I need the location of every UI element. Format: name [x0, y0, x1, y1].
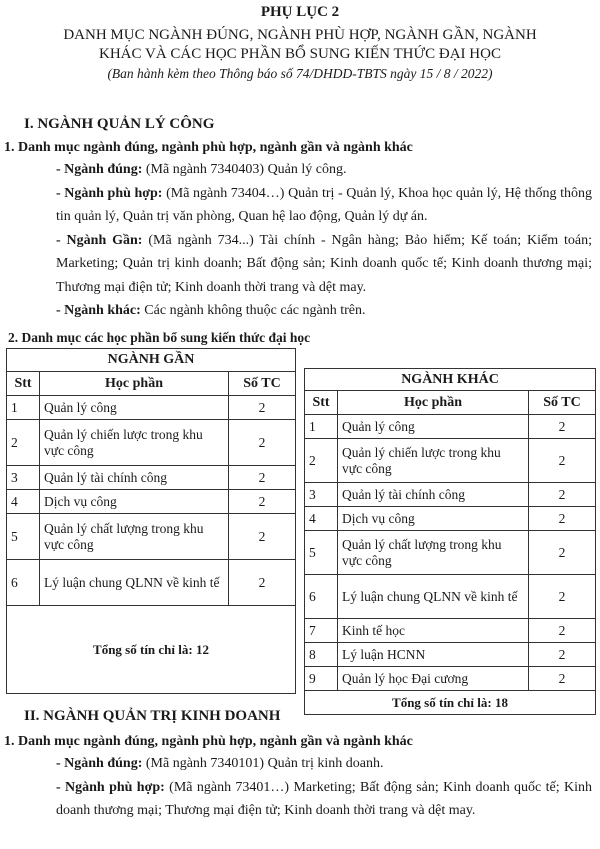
row-course: Kinh tế học — [338, 619, 529, 643]
appendix-label: PHỤ LỤC 2 — [260, 4, 340, 20]
other-col-stt: Stt — [305, 391, 338, 415]
row-course: Quản lý chiến lược trong khu vực công — [40, 420, 229, 466]
section-1-major-list — [4, 158, 592, 323]
row-credits: 2 — [529, 531, 596, 575]
row-stt: 5 — [7, 514, 40, 560]
row-credits: 2 — [229, 420, 296, 466]
table-row — [305, 643, 596, 667]
row-course: Lý luận chung QLNN về kinh tế — [338, 575, 529, 619]
fit-major-label: - Ngành phù hợp: — [56, 185, 163, 201]
row-stt: 4 — [7, 490, 40, 514]
row-credits: 2 — [529, 643, 596, 667]
row-stt: 5 — [305, 531, 338, 575]
other-col-credits: Số TC — [529, 391, 596, 415]
section-1-heading: I. NGÀNH QUẢN LÝ CÔNG — [24, 116, 215, 132]
row-stt: 3 — [305, 483, 338, 507]
table-row — [305, 439, 596, 483]
fit-major-text: (Mã ngành 73401…) Marketing; Bất động sản; Kinh doanh quốc tế; Kinh doanh thương mại; Thương mại điện tử; Kinh doanh thời trang và dệt may. — [56, 779, 592, 818]
row-course: Lý luận chung QLNN về kinh tế — [40, 560, 229, 606]
row-course: Quản lý chất lượng trong khu vực công — [338, 531, 529, 575]
row-course: Quản lý công — [338, 415, 529, 439]
fit-major-text: (Mã ngành 73404…) Quản trị - Quản lý, Khoa học quản lý, Hệ thống thông tin quản lý, Quản trị văn phòng, Quan hệ lao động, Quản lý dự án. — [56, 185, 592, 224]
row-credits: 2 — [229, 560, 296, 606]
row-credits: 2 — [529, 575, 596, 619]
row-credits: 2 — [229, 490, 296, 514]
row-stt: 3 — [7, 466, 40, 490]
row-course: Lý luận HCNN — [338, 643, 529, 667]
row-course: Quản lý chiến lược trong khu vực công — [338, 439, 529, 483]
table-row — [7, 560, 296, 606]
row-stt: 8 — [305, 643, 338, 667]
row-credits: 2 — [529, 667, 596, 691]
row-credits: 2 — [529, 619, 596, 643]
table-row — [305, 619, 596, 643]
other-major-line — [4, 299, 592, 323]
other-table-total: Tổng số tín chỉ là: 18 — [305, 691, 596, 715]
other-major-label: - Ngành khác: — [56, 303, 141, 318]
row-course: Quản lý tài chính công — [338, 483, 529, 507]
table-row — [305, 575, 596, 619]
row-stt: 1 — [305, 415, 338, 439]
title-line-1: DANH MỤC NGÀNH ĐÚNG, NGÀNH PHÙ HỢP, NGÀNH GẦN, NGÀNH — [63, 27, 537, 43]
row-stt: 6 — [305, 575, 338, 619]
row-stt: 4 — [305, 507, 338, 531]
near-major-label: - Ngành Gần: — [56, 232, 143, 248]
table-row — [7, 466, 296, 490]
row-credits: 2 — [529, 507, 596, 531]
right-major-line — [4, 752, 592, 776]
near-col-stt: Stt — [7, 372, 40, 396]
near-major-text: (Mã ngành 734...) Tài chính - Ngân hàng; Bảo hiểm; Kế toán; Kiểm toán; Marketing; Quản trị kinh doanh; Bất động sản; Kinh doanh quốc tế; Kinh doanh thương mại; Thương mại điện tử; Kinh doanh thời trang và dệt may. — [56, 232, 592, 295]
title-line-2: KHÁC VÀ CÁC HỌC PHẦN BỔ SUNG KIẾN THỨC ĐẠI HỌC — [99, 46, 501, 62]
row-credits: 2 — [229, 514, 296, 560]
row-stt: 1 — [7, 396, 40, 420]
row-course: Quản lý chất lượng trong khu vực công — [40, 514, 229, 560]
row-stt: 7 — [305, 619, 338, 643]
row-credits: 2 — [229, 396, 296, 420]
row-stt: 6 — [7, 560, 40, 606]
near-col-credits: Số TC — [229, 372, 296, 396]
fit-major-label: - Ngành phù hợp: — [56, 779, 165, 795]
other-col-course: Học phần — [338, 391, 529, 415]
row-stt: 9 — [305, 667, 338, 691]
section-1-subheading: 1. Danh mục ngành đúng, ngành phù hợp, ngành gần và ngành khác — [4, 140, 413, 155]
section-2-heading: II. NGÀNH QUẢN TRỊ KINH DOANH — [24, 708, 281, 724]
near-table-group-header: NGÀNH GẦN — [7, 349, 296, 372]
row-course: Quản lý công — [40, 396, 229, 420]
row-course: Dịch vụ công — [40, 490, 229, 514]
table-row — [7, 396, 296, 420]
row-course: Quản lý học Đại cương — [338, 667, 529, 691]
row-course: Dịch vụ công — [338, 507, 529, 531]
right-major-text: (Mã ngành 7340403) Quản lý công. — [142, 162, 347, 177]
other-table-group-header: NGÀNH KHÁC — [305, 369, 596, 391]
row-credits: 2 — [529, 483, 596, 507]
table-row — [305, 507, 596, 531]
section-2-major-list — [4, 752, 592, 823]
table-row — [7, 514, 296, 560]
section-2-subheading: 1. Danh mục ngành đúng, ngành phù hợp, ngành gần và ngành khác — [4, 734, 413, 749]
near-table-total: Tổng số tín chỉ là: 12 — [7, 606, 296, 694]
other-major-text: Các ngành không thuộc các ngành trên. — [140, 303, 366, 318]
table-row — [305, 415, 596, 439]
fit-major-line — [4, 776, 592, 823]
row-course: Quản lý tài chính công — [40, 466, 229, 490]
table-row — [7, 420, 296, 466]
table-row — [305, 667, 596, 691]
row-stt: 2 — [7, 420, 40, 466]
row-stt: 2 — [305, 439, 338, 483]
right-major-label: - Ngành đúng: — [56, 756, 143, 771]
other-major-courses-table — [304, 368, 596, 715]
table-row — [305, 531, 596, 575]
table-row — [305, 483, 596, 507]
right-major-label: - Ngành đúng: — [56, 162, 143, 177]
row-credits: 2 — [229, 466, 296, 490]
section-1-courses-heading: 2. Danh mục các học phần bổ sung kiến thức đại học — [8, 330, 311, 345]
right-major-text: (Mã ngành 7340101) Quản trị kinh doanh. — [142, 756, 384, 771]
table-row — [7, 490, 296, 514]
right-major-line — [4, 158, 592, 182]
near-major-courses-table — [6, 348, 296, 694]
fit-major-line — [4, 182, 592, 229]
row-credits: 2 — [529, 439, 596, 483]
row-credits: 2 — [529, 415, 596, 439]
near-major-line — [4, 229, 592, 300]
near-col-course: Học phần — [40, 372, 229, 396]
issued-note: (Ban hành kèm theo Thông báo số 74/DHDD-TBTS ngày 15 / 8 / 2022) — [107, 66, 493, 81]
document-title — [10, 26, 590, 64]
